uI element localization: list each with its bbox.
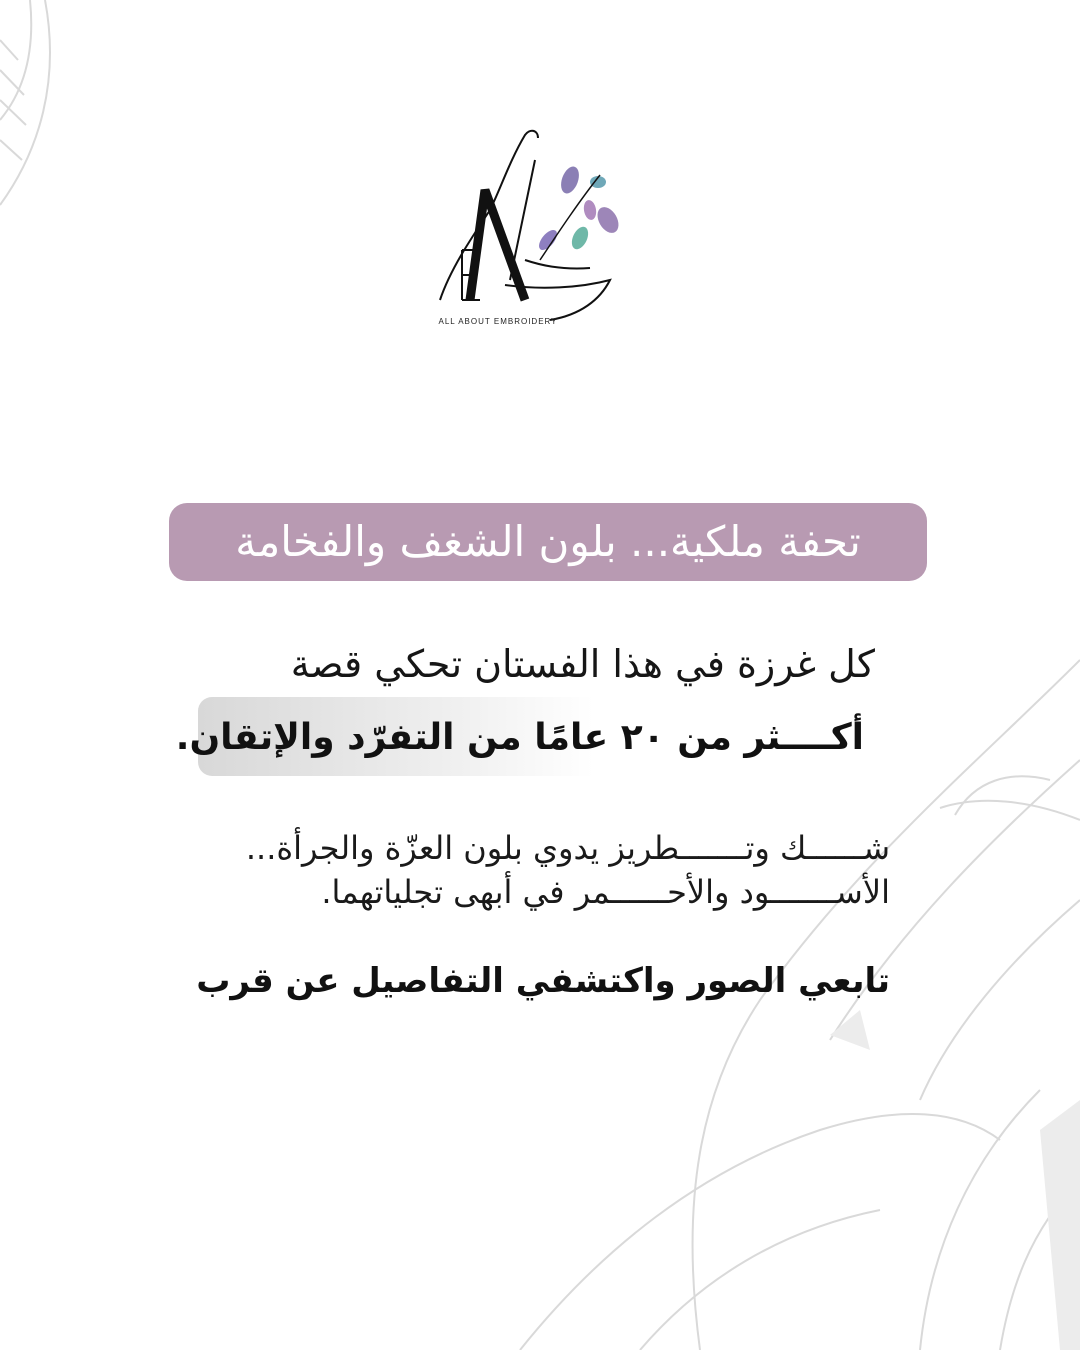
headline-text: تحفة ملكية... بلون الشغف والفخامة <box>235 517 861 566</box>
brand-logo <box>430 120 630 335</box>
description <box>190 826 890 914</box>
brand-name: ALL ABOUT EMBROIDERY <box>438 317 558 326</box>
highlight-text: أكــــثر من ٢٠ عامًا من التفرّد والإتقان. <box>175 717 864 758</box>
call-to-action: تابعي الصور واكتشفي التفاصيل عن قرب <box>196 961 890 1001</box>
headline-banner <box>169 503 927 581</box>
description-line: الأســـــــود والأحــــــمر في أبهى تجلياتهما. <box>321 873 890 911</box>
description-line: شــــــك وتـــــــطريز يدوي بلون العزّة والجرأة... <box>245 829 890 867</box>
tagline: كل غرزة في هذا الفستان تحكي قصة <box>290 642 875 686</box>
